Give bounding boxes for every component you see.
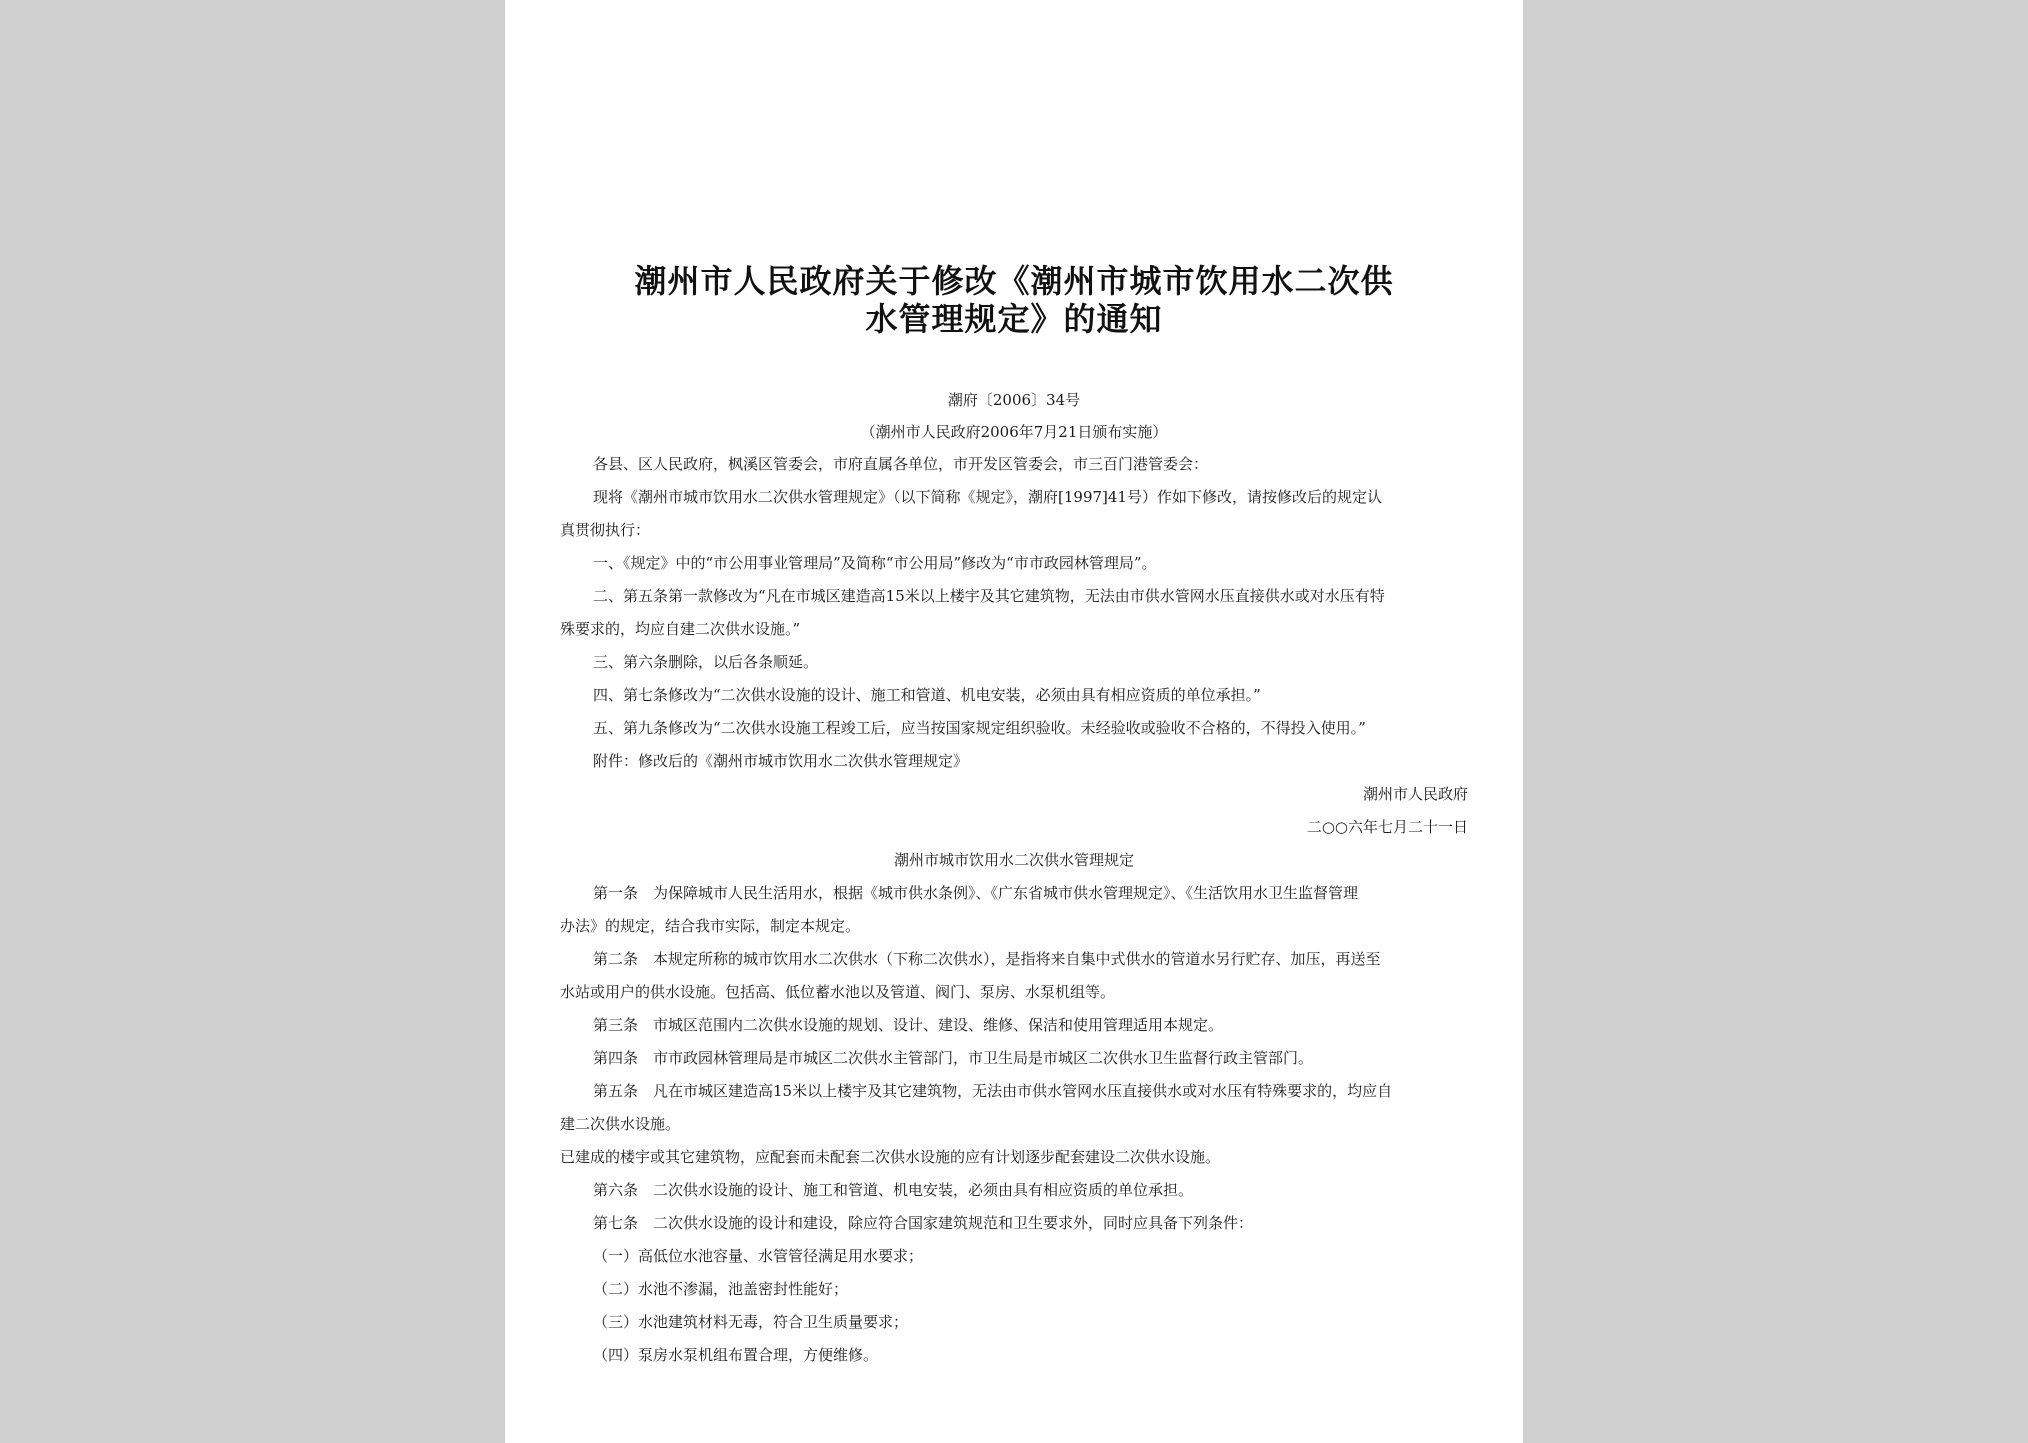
attachment: 附件：修改后的《潮州市城市饮用水二次供水管理规定》	[593, 752, 969, 770]
regulation-title: 潮州市城市饮用水二次供水管理规定	[893, 851, 1134, 869]
document-title	[583, 262, 1445, 338]
article-1-line-2: 办法》的规定，结合我市实际，制定本规定。	[560, 917, 861, 935]
intro-line-2: 真贯彻执行：	[560, 521, 651, 539]
article-1-line-1: 第一条 为保障城市人民生活用水，根据《城市供水条例》、《广东省城市供水管理规定》、《生活饮用水卫生监督管理	[593, 884, 1359, 902]
document-page	[505, 0, 1523, 1443]
amendment-4: 四、第七条修改为“二次供水设施的设计、施工和管道、机电安装，必须由具有相应资质的单位承担。”	[593, 686, 1261, 704]
article-5-paragraph-2: 已建成的楼宇或其它建筑物，应配套而未配套二次供水设施的应有计划逐步配套建设二次供水设施。	[560, 1148, 1221, 1166]
title-line-1: 潮州市人民政府关于修改《潮州市城市饮用水二次供	[634, 262, 1394, 300]
article-7-item-3: （三）水池建筑材料无毒，符合卫生质量要求；	[593, 1313, 909, 1331]
amendment-5: 五、第九条修改为“二次供水设施工程竣工后，应当按国家规定组织验收。未经验收或验收不合格的，不得投入使用。”	[593, 719, 1366, 737]
signature-org: 潮州市人民政府	[1362, 785, 1468, 803]
amendment-2-line-1: 二、第五条第一款修改为“凡在市城区建造高15米以上楼宇及其它建筑物，无法由市供水管网水压直接供水或对水压有特	[593, 587, 1385, 605]
article-5-line-2: 建二次供水设施。	[560, 1115, 681, 1133]
article-2-line-2: 水站或用户的供水设施。包括高、低位蓄水池以及管道、阀门、泵房、水泵机组等。	[560, 983, 1116, 1001]
article-3: 第三条 市城区范围内二次供水设施的规划、设计、建设、维修、保洁和使用管理适用本规定。	[593, 1016, 1224, 1034]
issue-note: （潮州市人民政府2006年7月21日颁布实施）	[860, 423, 1168, 441]
article-6: 第六条 二次供水设施的设计、施工和管道、机电安装，必须由具有相应资质的单位承担。	[593, 1181, 1194, 1199]
signature-date: 二○○六年七月二十一日	[1306, 818, 1468, 836]
article-5-line-1: 第五条 凡在市城区建造高15米以上楼宇及其它建筑物，无法由市供水管网水压直接供水或对水压有特殊要求的，均应自	[593, 1082, 1393, 1100]
article-7: 第七条 二次供水设施的设计和建设，除应符合国家建筑规范和卫生要求外，同时应具备下列条件：	[593, 1214, 1254, 1232]
article-2-line-1: 第二条 本规定所称的城市饮用水二次供水（下称二次供水），是指将来自集中式供水的管道水另行贮存、加压，再送至	[593, 950, 1381, 968]
amendment-2-line-2: 殊要求的，均应自建二次供水设施。”	[560, 620, 801, 638]
amendment-1: 一、《规定》中的“市公用事业管理局”及简称“市公用局”修改为“市市政园林管理局”。	[593, 554, 1157, 572]
article-4: 第四条 市市政园林管理局是市城区二次供水主管部门，市卫生局是市城区二次供水卫生监督行政主管部门。	[593, 1049, 1314, 1067]
intro-line-1: 现将《潮州市城市饮用水二次供水管理规定》（以下简称《规定》，潮府[1997]41号）作如下修改，请按修改后的规定认	[593, 488, 1382, 506]
amendment-3: 三、第六条删除，以后各条顺延。	[593, 653, 819, 671]
article-7-item-1: （一）高低位水池容量、水管管径满足用水要求；	[593, 1247, 924, 1265]
doc-number: 潮府〔2006〕34号	[947, 391, 1081, 409]
article-7-item-2: （二）水池不渗漏，池盖密封性能好；	[593, 1280, 849, 1298]
title-line-2: 水管理规定》的通知	[865, 300, 1163, 338]
addressee: 各县、区人民政府，枫溪区管委会，市府直属各单位，市开发区管委会，市三百门港管委会：	[593, 455, 1209, 473]
article-7-item-4: （四）泵房水泵机组布置合理，方便维修。	[593, 1346, 879, 1364]
